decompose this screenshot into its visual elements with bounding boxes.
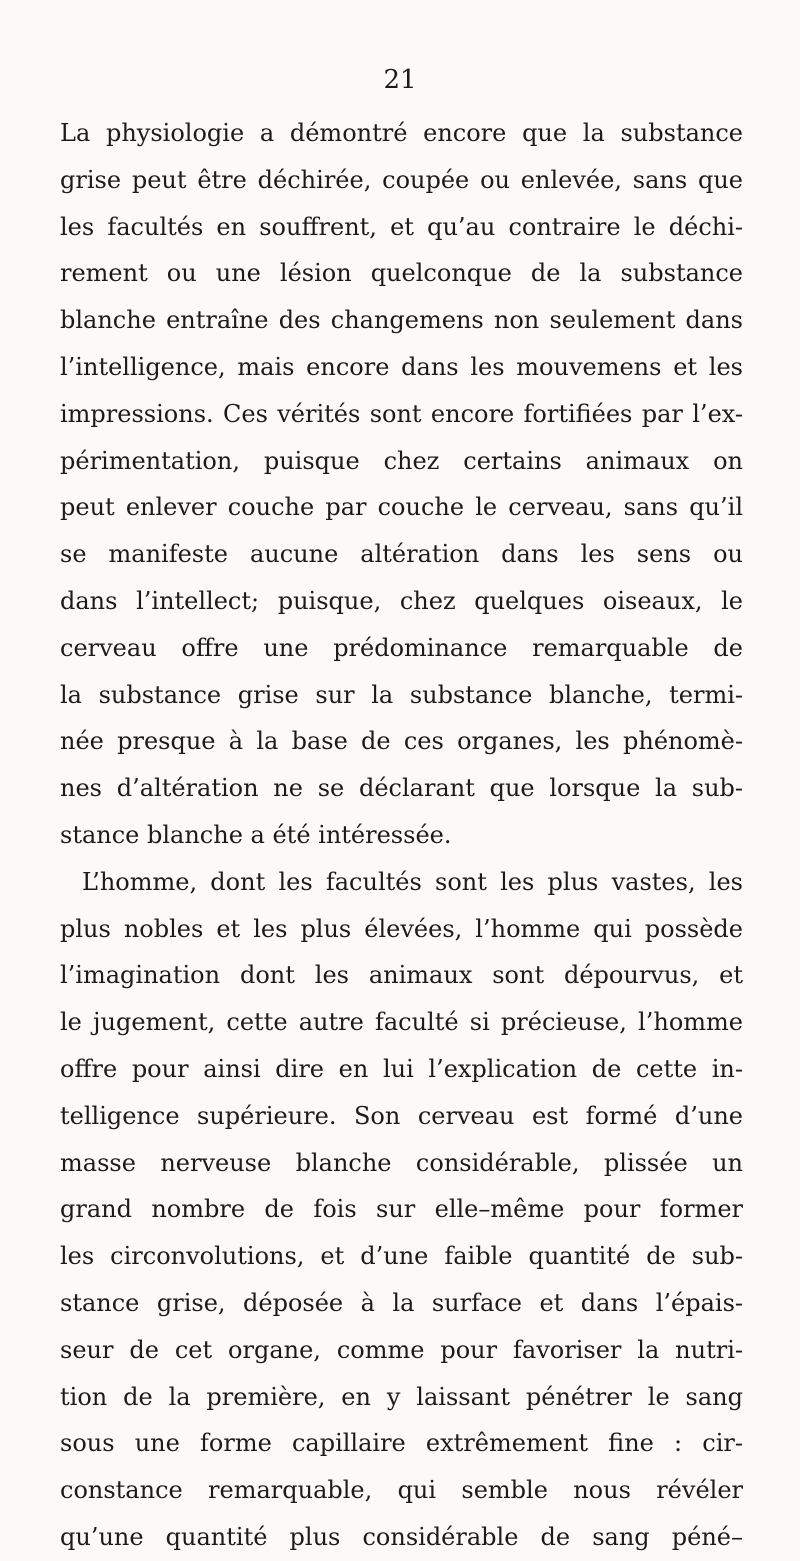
text-line: périmentation, puisque chez certains animaux on xyxy=(60,446,743,475)
text-line: née presque à la base de ces organes, les phénomè- xyxy=(60,727,743,756)
text-line: qu’une quantité plus considérable de sang péné– xyxy=(60,1522,743,1551)
text-line: grise peut être déchirée, coupée ou enlevée, sans que xyxy=(60,165,743,194)
text-line: stance grise, déposée à la surface et dans l’épais- xyxy=(60,1288,743,1317)
text-line: tion de la première, en y laissant pénétrer le sang xyxy=(60,1382,743,1411)
text-line: rement ou une lésion quelconque de la substance xyxy=(60,259,743,288)
text-line: l’intelligence, mais encore dans les mouvemens et les xyxy=(60,352,743,381)
text-line: seur de cet organe, comme pour favoriser la nutri- xyxy=(60,1335,743,1364)
text-line: blanche entraîne des changemens non seulement dans xyxy=(60,306,743,335)
text-line: nes d’altération ne se déclarant que lorsque la sub- xyxy=(60,774,743,803)
text-line: l’imagination dont les animaux sont dépourvus, et xyxy=(60,961,743,990)
text-line: se manifeste aucune altération dans les sens ou xyxy=(60,540,743,569)
text-line: dans l’intellect; puisque, chez quelques oiseaux, le xyxy=(60,586,743,615)
text-line: offre pour ainsi dire en lui l’explication de cette in- xyxy=(60,1054,743,1083)
text-line: masse nerveuse blanche considérable, plissée un xyxy=(60,1148,743,1177)
text-line: impressions. Ces vérités sont encore fortifiées par l’ex- xyxy=(60,399,743,428)
text-line: constance remarquable, qui semble nous révéler xyxy=(60,1476,743,1505)
paragraph-last-line: stance blanche a été intéressée. xyxy=(60,820,452,849)
page-number: 21 xyxy=(383,65,417,95)
text-line: La physiologie a démontré encore que la substance xyxy=(60,119,743,147)
text-line: les circonvolutions, et d’une faible quantité de sub- xyxy=(60,1242,743,1271)
text-line: la substance grise sur la substance blanche, termi- xyxy=(60,680,743,709)
body-text xyxy=(60,110,743,1561)
text-line: les facultés en souffrent, et qu’au contraire le déchi- xyxy=(60,212,743,241)
text-line: grand nombre de fois sur elle–même pour former xyxy=(60,1195,743,1224)
text-line: cerveau offre une prédominance remarquable de xyxy=(60,633,743,662)
text-line: peut enlever couche par couche le cerveau, sans qu’il xyxy=(60,493,743,522)
text-line: le jugement, cette autre faculté si précieuse, l’homme xyxy=(60,1008,743,1037)
paragraph-first-line: L’homme, dont les facultés sont les plus vastes, les xyxy=(82,867,743,896)
text-line: sous une forme capillaire extrêmement fine : cir- xyxy=(60,1429,743,1458)
text-line: telligence supérieure. Son cerveau est formé d’une xyxy=(60,1101,743,1130)
text-line: plus nobles et les plus élevées, l’homme qui possède xyxy=(60,914,743,943)
